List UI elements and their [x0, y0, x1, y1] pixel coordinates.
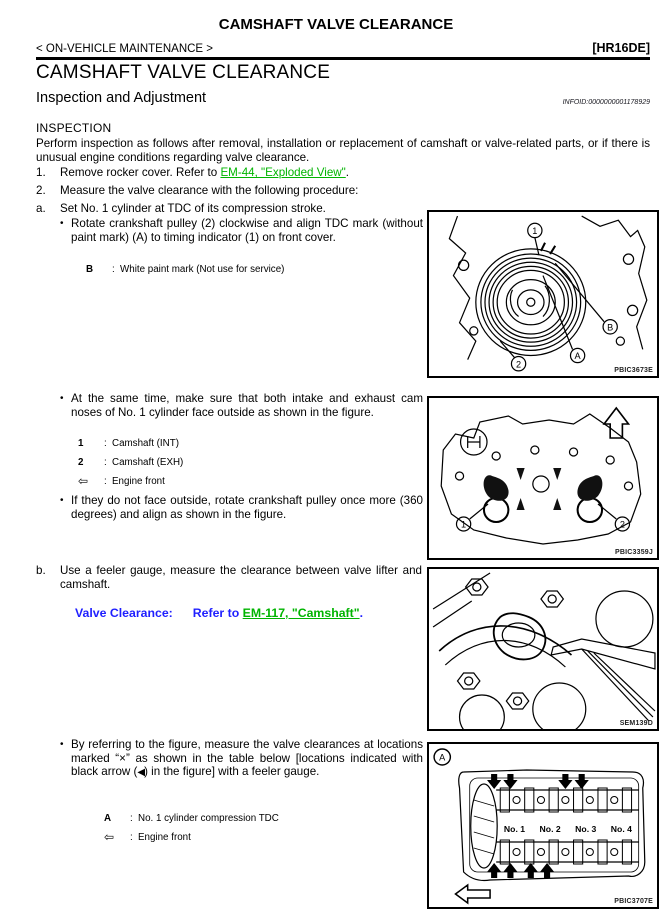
figure-code: SEM139D	[619, 720, 653, 727]
bullet-measure-locations	[60, 738, 423, 780]
legend-colon: :	[104, 457, 107, 468]
section-subheading: Inspection and Adjustment	[36, 90, 207, 106]
bullet-cam-noses	[60, 392, 423, 419]
fig1-callout-1: 1	[532, 226, 538, 237]
step-b	[36, 564, 422, 591]
figure-code: PBIC3707E	[614, 898, 653, 905]
refer-to-text: Refer to	[192, 606, 243, 620]
bullet-icon: •	[60, 218, 64, 229]
legend-engine-front	[78, 476, 165, 488]
crankshaft-pulley-drawing	[429, 212, 657, 376]
fig4-label-cyl2: No. 2	[539, 824, 561, 834]
step-a-text: Set No. 1 cylinder at TDC of its compression stroke.	[60, 202, 326, 215]
fig2-callout-1: 1	[461, 519, 467, 530]
step-a-number: a.	[36, 202, 46, 215]
step-a	[36, 202, 422, 216]
link-em117-camshaft[interactable]: EM-117, "Camshaft"	[242, 606, 360, 620]
legend-colon: :	[112, 264, 115, 275]
fig4-callout-a: A	[439, 752, 446, 763]
intro-paragraph: Perform inspection as follows after removal, installation or replacement of camshaft or valve-related parts, or if there is unusual engine conditions regarding valve clearance.	[36, 137, 650, 164]
legend-engine-front-text: Engine front	[112, 476, 165, 487]
legend-colon: :	[130, 832, 133, 843]
legend-key-b: B	[86, 264, 94, 275]
bullet-icon: •	[60, 495, 64, 506]
bullet-not-face-text: If they do not face outside, rotate crankshaft pulley once more (360 degrees) and align as shown in the figure.	[71, 494, 423, 521]
step-2-text: Measure the valve clearance with the following procedure:	[60, 184, 359, 197]
fig4-label-cyl3: No. 3	[575, 824, 597, 834]
valve-clearance-spec	[75, 606, 363, 620]
step-1-pre: Remove rocker cover. Refer to	[60, 166, 221, 179]
legend-camshaft-exh-text: Camshaft (EXH)	[112, 457, 184, 468]
bullet-icon: •	[60, 393, 64, 404]
legend-colon: :	[130, 813, 133, 824]
bullet-rotate-text: Rotate crankshaft pulley (2) clockwise and align TDC mark (without paint mark) (A) to timing indicator (1) on front cover.	[71, 217, 423, 244]
legend-tdc-text: No. 1 cylinder compression TDC	[138, 813, 279, 824]
valve-locations-drawing	[429, 744, 657, 907]
step-b-number: b.	[36, 564, 46, 577]
legend-key-a: A	[104, 813, 112, 824]
figure-cam-noses	[427, 396, 659, 560]
fig4-label-cyl4: No. 4	[610, 824, 632, 834]
header-rule	[36, 57, 650, 60]
step-2-number: 2.	[36, 184, 46, 197]
bullet-not-face	[60, 494, 423, 521]
legend-camshaft-int	[78, 438, 179, 450]
black-arrow-icon: ◀	[137, 767, 145, 779]
bullet-rotate-pulley	[60, 217, 423, 244]
fig1-callout-a: A	[574, 351, 581, 362]
figure-crankshaft-pulley	[427, 210, 659, 378]
step-1	[36, 166, 436, 180]
breadcrumb-section: < ON-VEHICLE MAINTENANCE >	[36, 43, 214, 55]
bullet-cam-noses-text: At the same time, make sure that both intake and exhaust cam noses of No. 1 cylinder face outside as shown in the figure.	[71, 392, 423, 419]
fig1-callout-b: B	[607, 322, 614, 333]
legend-b-text: White paint mark (Not use for service)	[120, 264, 285, 275]
step-2	[36, 184, 436, 198]
inspection-title: INSPECTION	[36, 121, 112, 135]
legend-colon: :	[104, 476, 107, 487]
bullet-measure-text	[71, 738, 423, 780]
engine-code: [HR16DE]	[592, 41, 650, 55]
legend-camshaft-exh	[78, 457, 183, 469]
fig4-label-cyl1: No. 1	[503, 824, 526, 834]
infoid-ref: INFOID:0000000001178929	[562, 99, 650, 106]
legend-engine-front-2	[104, 832, 191, 844]
legend-key-2: 2	[78, 457, 84, 468]
engine-front-arrow-icon: ⇦	[104, 830, 115, 844]
bullet-icon: •	[60, 739, 64, 750]
valve-clearance-label: Valve Clearance:	[75, 606, 173, 620]
bullet-measure-post: ) in the figure] with a feeler gauge.	[144, 765, 320, 779]
link-em44-exploded-view[interactable]: EM-44, "Exploded View"	[220, 166, 346, 179]
legend-tdc	[104, 813, 279, 825]
figure-code: PBIC3359J	[615, 549, 653, 556]
step-1-number: 1.	[36, 166, 46, 179]
step-1-text	[60, 166, 436, 180]
step-b-text: Use a feeler gauge, measure the clearance between valve lifter and camshaft.	[60, 564, 422, 591]
bullet-measure-pre: By referring to the figure, measure the valve clearances at locations marked “×” as shown in the table below [locations indicated with black arrow (	[71, 738, 423, 779]
step-1-post: .	[345, 166, 349, 179]
legend-white-paint-mark	[86, 264, 284, 276]
article-heading: CAMSHAFT VALVE CLEARANCE	[36, 62, 331, 83]
cam-noses-drawing	[429, 398, 657, 558]
valve-clearance-post: .	[359, 606, 363, 620]
fig1-callout-2: 2	[516, 359, 522, 370]
legend-key-1: 1	[78, 438, 84, 449]
figure-code: PBIC3673E	[614, 367, 653, 374]
figure-valve-clearance-locations	[427, 742, 659, 909]
figure-feeler-gauge	[427, 567, 659, 731]
legend-camshaft-int-text: Camshaft (INT)	[112, 438, 179, 449]
page-title: CAMSHAFT VALVE CLEARANCE	[218, 16, 454, 33]
legend-colon: :	[104, 438, 107, 449]
feeler-gauge-drawing	[429, 569, 657, 729]
legend-engine-front-text: Engine front	[138, 832, 191, 843]
engine-front-arrow-icon: ⇦	[78, 474, 89, 488]
fig2-callout-2: 2	[619, 519, 625, 530]
